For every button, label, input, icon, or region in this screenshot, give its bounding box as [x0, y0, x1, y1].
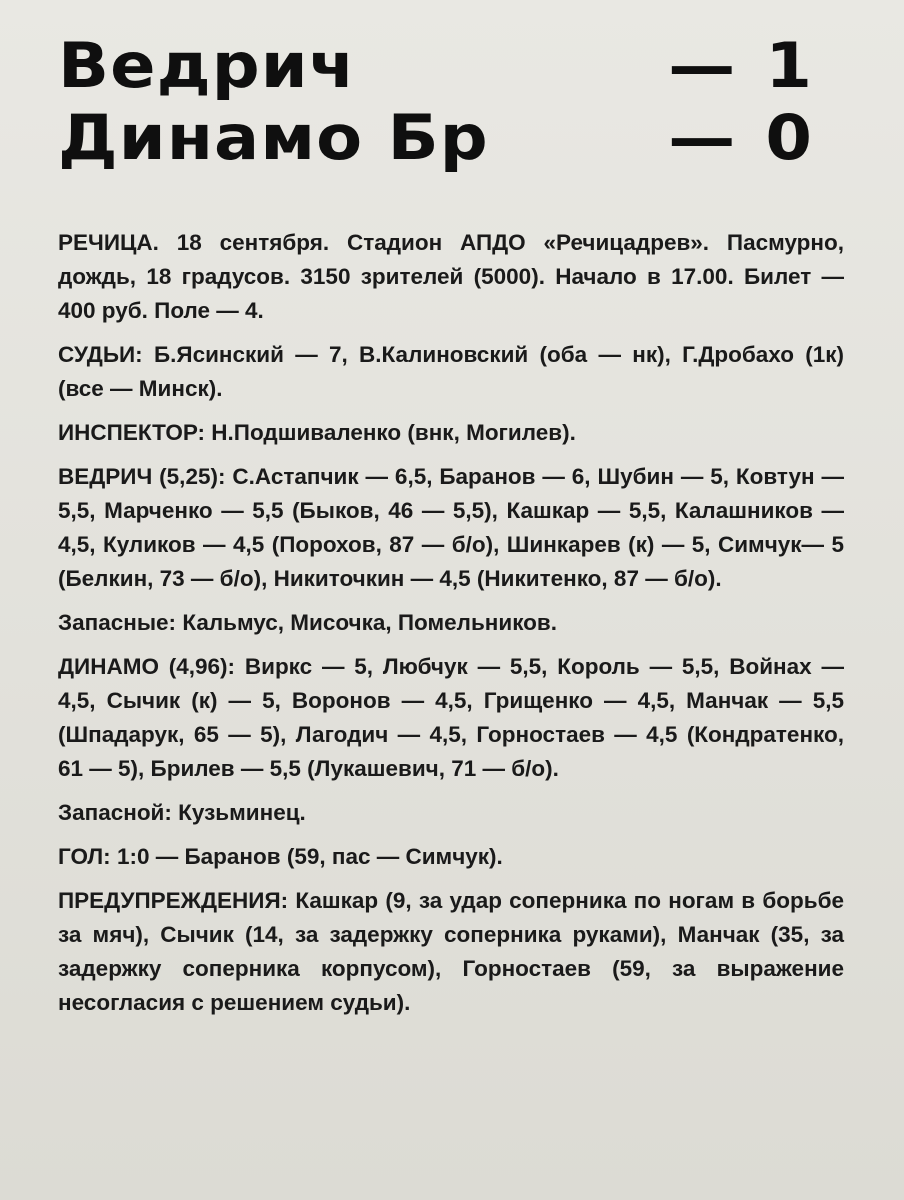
- home-lineup-text: С.Астапчик — 6,5, Баранов — 6, Шубин — 5, Ковтун — 5,5, Марченко — 5,5 (Быков, 46 — 5,5), Кашкар — 5,5, Калашников — 4,5, Куликов — 4,5 (Порохов, 87 — б/о), Шинкарев (к) — 5, Симчук— 5 (Белкин, 73 — б/о), Никиточкин — 4,5 (Никитенко, 87 — б/о).: [58, 464, 844, 591]
- away-lineup-paragraph: [32, 650, 844, 786]
- referees-label: СУДЬИ:: [58, 342, 143, 367]
- away-lineup-text: Виркс — 5, Любчук — 5,5, Король — 5,5, Войнах — 4,5, Сычик (к) — 5, Воронов — 4,5, Грищенко — 4,5, Манчак — 5,5 (Шпадарук, 65 — 5), Лагодич — 4,5, Горностаев — 4,5 (Кондратенко, 61 — 5), Брилев — 5,5 (Лукашевич, 71 — б/о).: [58, 654, 844, 781]
- away-score: 0: [765, 101, 814, 174]
- referees-paragraph: [32, 338, 844, 406]
- away-score-dash: —: [668, 101, 737, 174]
- referees-text: Б.Ясинский — 7, В.Калиновский (оба — нк), Г.Дробахо (1к) (все — Минск).: [58, 342, 844, 401]
- goal-text: 1:0 — Баранов (59, пас — Симчук).: [116, 844, 503, 869]
- home-score: 1: [765, 29, 814, 102]
- away-team-name: Динамо Бр: [58, 101, 489, 174]
- match-score: [58, 30, 838, 174]
- away-subs-paragraph: [32, 796, 844, 830]
- away-lineup-label: ДИНАМО (4,96):: [58, 654, 236, 679]
- match-info: [32, 226, 844, 328]
- away-score-row: [58, 102, 900, 174]
- home-team-name: Ведрич: [58, 29, 356, 102]
- warnings-text: Кашкар (9, за удар соперника по ногам в борьбе за мяч), Сычик (14, за задержку соперника руками), Манчак (35, за задержку соперника корпусом), Горностаев (59, за выражение несогласия с решением судьи).: [58, 888, 844, 1015]
- goal-paragraph: [32, 840, 844, 874]
- home-score-dash: —: [668, 29, 737, 102]
- home-subs-text: Кальмус, Мисочка, Помельников.: [182, 610, 558, 635]
- inspector-paragraph: [32, 416, 844, 450]
- home-subs-label: Запасные:: [58, 610, 177, 635]
- match-details: 18 сентября. Стадион АПДО «Речицадрев». Пасмурно, дождь, 18 градусов. 3150 зрителей (5000). Начало в 17.00. Билет — 400 руб. Поле — 4.: [58, 230, 844, 323]
- match-report: [32, 226, 844, 1030]
- home-score-row: [58, 30, 900, 102]
- away-subs-label: Запасной:: [58, 800, 172, 825]
- away-subs-text: Кузьминец.: [178, 800, 306, 825]
- warnings-paragraph: [32, 884, 844, 1020]
- city-label: РЕЧИЦА.: [58, 230, 159, 255]
- warnings-label: ПРЕДУПРЕЖДЕНИЯ:: [58, 888, 289, 913]
- home-lineup-paragraph: [32, 460, 844, 596]
- home-subs-paragraph: [32, 606, 844, 640]
- inspector-text: Н.Подшиваленко (внк, Могилев).: [211, 420, 576, 445]
- inspector-label: ИНСПЕКТОР:: [58, 420, 206, 445]
- goal-label: ГОЛ:: [58, 844, 111, 869]
- home-lineup-label: ВЕДРИЧ (5,25):: [58, 464, 226, 489]
